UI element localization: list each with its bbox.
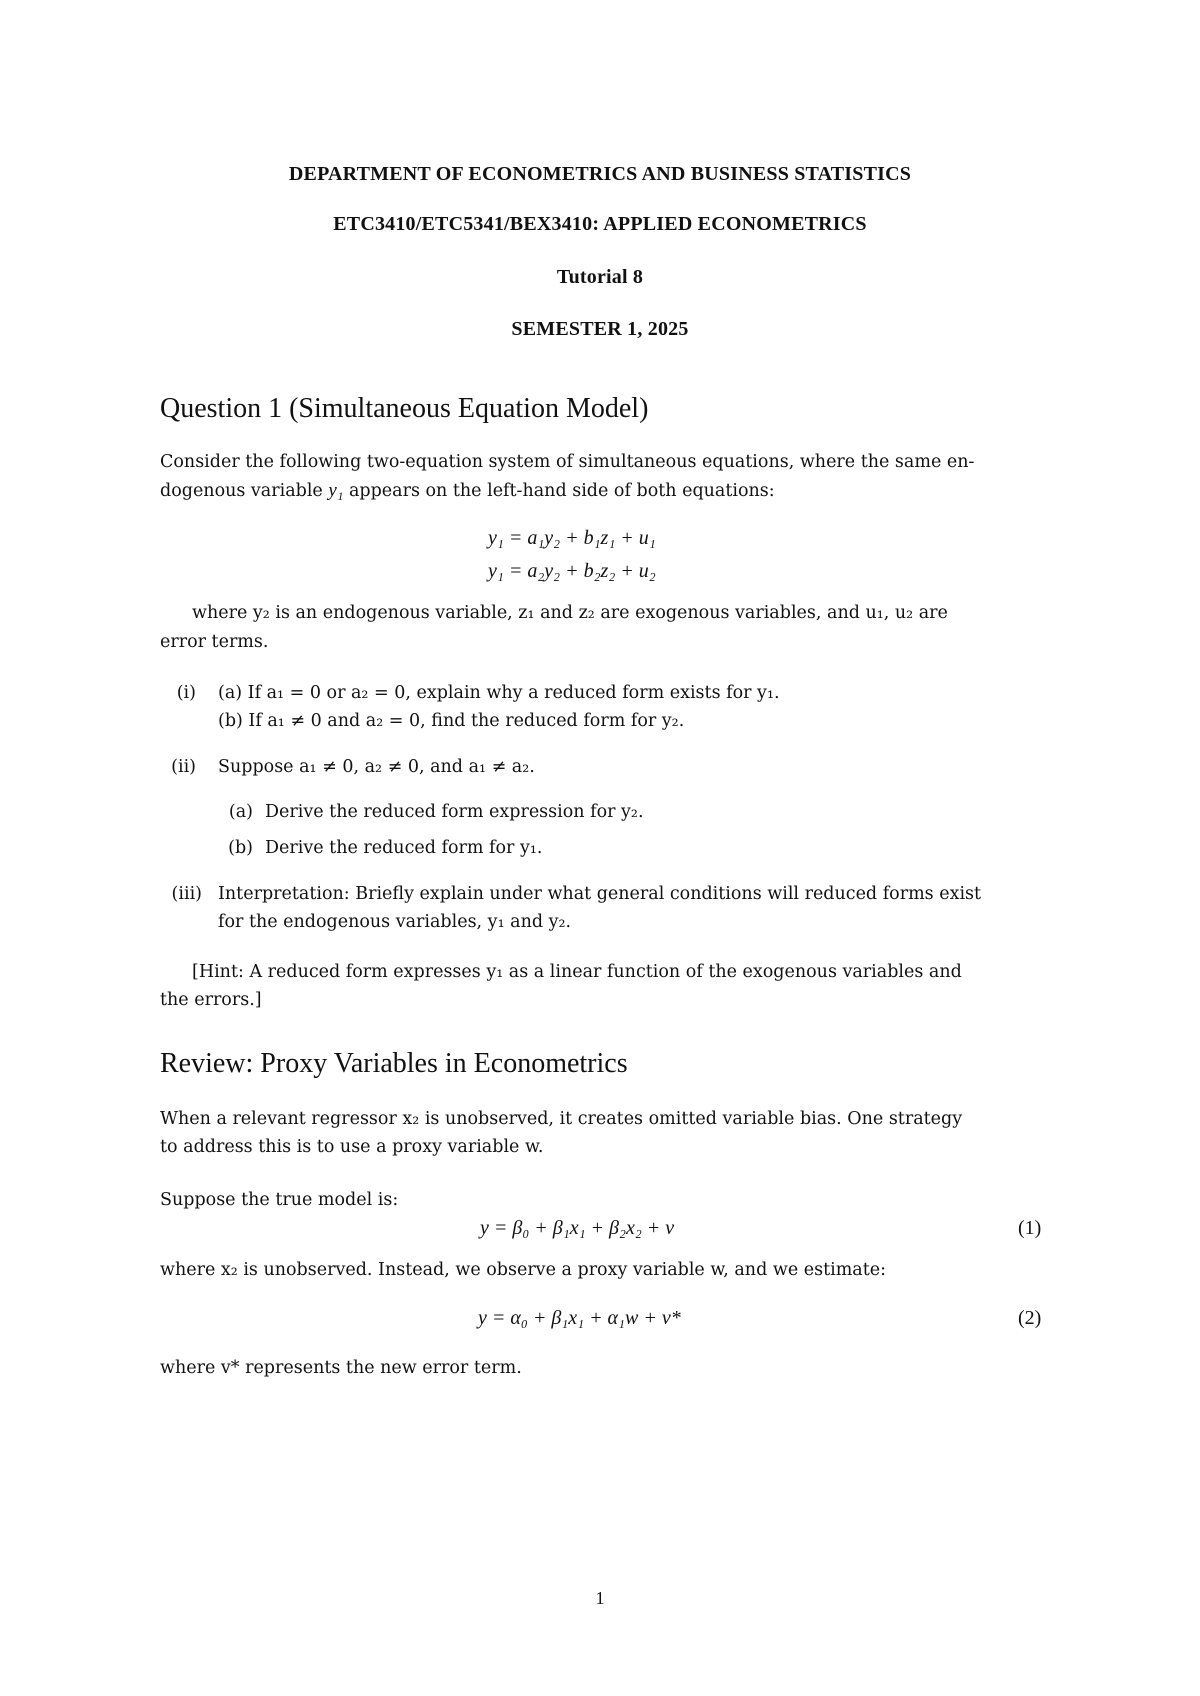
item-ii-b-label: (b) (228, 838, 253, 858)
item-ii-a: Derive the reduced form expression for y₂. (265, 802, 644, 822)
equation-1-number: (1) (1018, 1217, 1042, 1239)
item-ii-text: Suppose a₁ ≠ 0, a₂ ≠ 0, and a₁ ≠ a₂. (218, 757, 535, 777)
item-ii-a-label: (a) (228, 802, 253, 822)
department-title: DEPARTMENT OF ECONOMETRICS AND BUSINESS STATISTICS (288, 163, 912, 185)
q1-where-line-1: where y₂ is an endogenous variable, z₁ and z₂ are exogenous variables, and u₁, u₂ are (192, 603, 948, 623)
question-1-heading: Question 1 (Simultaneous Equation Model) (160, 393, 649, 424)
q1-intro-line-2 (160, 480, 775, 502)
review-equation-1: y = β₀ + β₁x₁ + β₂x₂ + v (480, 1217, 675, 1239)
item-ii-b: Derive the reduced form for y₁. (265, 838, 543, 858)
review-where-1: where x₂ is unobserved. Instead, we observe a proxy variable w, and we estimate: (160, 1260, 887, 1280)
item-iii-line-2: for the endogenous variables, y₁ and y₂. (218, 912, 572, 932)
q1-where-line-2: error terms. (160, 632, 269, 652)
item-iii-line-1: Interpretation: Briefly explain under what general conditions will reduced forms exist (218, 884, 982, 904)
q1-equation-2: y₁ = a₂y₂ + b₂z₂ + u₂ (488, 560, 656, 582)
semester-title: SEMESTER 1, 2025 (511, 318, 689, 340)
review-heading: Review: Proxy Variables in Econometrics (160, 1048, 628, 1079)
q1-intro-text-b: appears on the left-hand side of both equations: (343, 481, 775, 501)
equation-2-number: (2) (1018, 1307, 1042, 1329)
hint-line-2: the errors.] (160, 990, 262, 1010)
review-para-line-1: When a relevant regressor x₂ is unobserved, it creates omitted variable bias. One strategy (160, 1109, 963, 1129)
item-i-b: (b) If a₁ ≠ 0 and a₂ = 0, find the reduced form for y₂. (218, 711, 685, 731)
variable-y1: y₁ (328, 480, 344, 501)
q1-intro-text-a: dogenous variable (160, 481, 329, 501)
review-where-2: where v* represents the new error term. (160, 1358, 522, 1378)
tutorial-title: Tutorial 8 (556, 266, 644, 288)
item-iii-label: (iii) (171, 884, 202, 904)
page-number: 1 (595, 1588, 605, 1608)
course-title: ETC3410/ETC5341/BEX3410: APPLIED ECONOMETRICS (333, 213, 867, 235)
item-ii-label: (ii) (171, 757, 196, 777)
review-equation-2: y = α₀ + β₁x₁ + α₁w + v* (478, 1307, 681, 1329)
hint-line-1: [Hint: A reduced form expresses y₁ as a linear function of the exogenous variables and (192, 962, 962, 982)
item-i-a: (a) If a₁ = 0 or a₂ = 0, explain why a reduced form exists for y₁. (218, 683, 780, 703)
review-suppose: Suppose the true model is: (160, 1190, 399, 1210)
q1-intro-line-1: Consider the following two-equation system of simultaneous equations, where the same en- (160, 452, 975, 472)
item-i-label: (i) (176, 683, 196, 703)
q1-equation-1: y₁ = a₁y₂ + b₁z₁ + u₁ (488, 527, 656, 549)
review-para-line-2: to address this is to use a proxy variable w. (160, 1137, 544, 1157)
